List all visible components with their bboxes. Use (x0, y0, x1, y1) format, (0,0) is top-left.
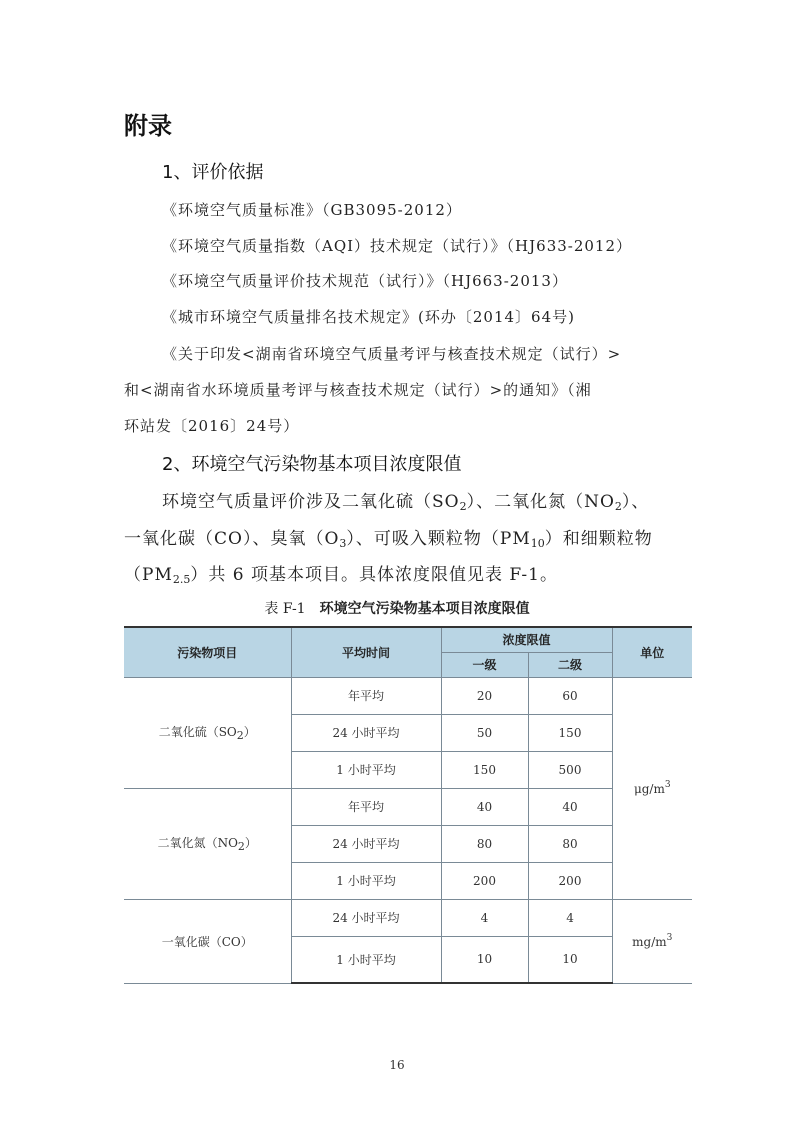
grade-1-cell: 80 (441, 825, 528, 862)
subscript: 2 (614, 500, 622, 513)
average-time-cell: 24 小时平均 (291, 899, 441, 936)
grade-1-cell: 200 (441, 862, 528, 899)
grade-2-cell: 80 (528, 825, 612, 862)
text-run: 一氧化碳（CO）、臭氧（O (124, 529, 340, 549)
table-caption (0, 598, 794, 618)
reference-item: 《环境空气质量标准》（GB3095-2012） (162, 201, 462, 219)
table-caption-title: 环境空气污染物基本项目浓度限值 (319, 601, 530, 617)
reference-item: 《环境空气质量评价技术规范（试行）》（HJ663-2013） (162, 272, 568, 290)
grade-2-cell: 200 (528, 862, 612, 899)
average-time-cell: 1 小时平均 (291, 751, 441, 788)
table-row (124, 677, 692, 714)
reference-item: 《环境空气质量指数（AQI）技术规定（试行）》（HJ633-2012） (162, 237, 633, 255)
pollutant-name: 二氧化硫（SO (158, 725, 237, 739)
table-row (124, 899, 692, 936)
body-paragraph-line-1 (162, 487, 649, 513)
pollutant-name: 二氧化氮（NO (157, 836, 238, 850)
average-time-cell: 24 小时平均 (291, 825, 441, 862)
pollutant-cell (124, 677, 291, 788)
average-time-cell: 1 小时平均 (291, 862, 441, 899)
page-number: 16 (389, 1058, 405, 1072)
text-run: ）、可吸入颗粒物（PM (346, 529, 531, 549)
grade-1-cell: 50 (441, 714, 528, 751)
text-run: ）共 6 项基本项目。具体浓度限值见表 F-1。 (190, 565, 558, 585)
grade-1-cell: 20 (441, 677, 528, 714)
reference-item: 《关于印发<湖南省环境空气质量考评与核查技术规定（试行）> (162, 345, 622, 363)
text-run: （PM (124, 565, 173, 585)
pollutant-name: 一氧化碳（CO） (161, 934, 253, 949)
average-time-cell: 年平均 (291, 677, 441, 714)
text-run: ）和细颗粒物 (544, 529, 653, 549)
unit-cell (612, 677, 692, 899)
pollutant-cell (124, 899, 291, 983)
average-time-cell: 年平均 (291, 788, 441, 825)
body-paragraph-line-3 (124, 560, 558, 586)
concentration-limits-table (124, 626, 692, 984)
appendix-heading: 附录 (124, 112, 172, 140)
body-paragraph-line-2 (124, 524, 653, 550)
pollutant-cell (124, 788, 291, 899)
unit-text: μg/m (633, 782, 665, 796)
grade-2-cell: 150 (528, 714, 612, 751)
grade-2-cell: 4 (528, 899, 612, 936)
text-run: ）、 (621, 492, 650, 512)
section-1-title: 1、评价依据 (162, 162, 264, 183)
subscript: 3 (339, 537, 347, 550)
table-row (124, 788, 692, 825)
pollutant-name-end: ） (244, 836, 257, 850)
average-time-cell: 1 小时平均 (291, 936, 441, 983)
grade-2-cell: 40 (528, 788, 612, 825)
header-unit: 单位 (612, 627, 692, 677)
text-run: ）、二氧化氮（NO (466, 492, 615, 512)
section-2-title: 2、环境空气污染物基本项目浓度限值 (162, 454, 462, 475)
average-time-cell: 24 小时平均 (291, 714, 441, 751)
grade-2-cell: 500 (528, 751, 612, 788)
reference-item: 《城市环境空气质量排名技术规定》(环办〔2014〕64号) (162, 308, 575, 326)
subscript: 2 (459, 500, 467, 513)
table-caption-number: 表 F-1 (264, 601, 306, 617)
pollutant-name-end: ） (243, 725, 256, 739)
unit-cell (612, 899, 692, 983)
unit-text: mg/m (632, 935, 667, 949)
grade-1-cell: 40 (441, 788, 528, 825)
header-average-time: 平均时间 (291, 627, 441, 677)
superscript: 3 (664, 780, 671, 790)
grade-1-cell: 150 (441, 751, 528, 788)
subscript: 2 (236, 729, 244, 742)
superscript: 3 (666, 933, 673, 943)
subscript: 2.5 (172, 573, 191, 586)
header-pollutant: 污染物项目 (124, 627, 291, 677)
reference-item-continued: 和<湖南省水环境质量考评与核查技术规定（试行）>的通知》（湘 (124, 381, 592, 399)
subscript: 10 (530, 537, 545, 550)
grade-1-cell: 4 (441, 899, 528, 936)
header-grade-1: 一级 (441, 652, 528, 677)
header-grade-2: 二级 (528, 652, 612, 677)
subscript: 2 (237, 840, 245, 853)
grade-2-cell: 10 (528, 936, 612, 983)
reference-item-continued: 环站发〔2016〕24号） (124, 417, 300, 435)
grade-2-cell: 60 (528, 677, 612, 714)
grade-1-cell: 10 (441, 936, 528, 983)
text-run: 环境空气质量评价涉及二氧化硫（SO (162, 492, 460, 512)
header-concentration-limit: 浓度限值 (441, 627, 612, 652)
